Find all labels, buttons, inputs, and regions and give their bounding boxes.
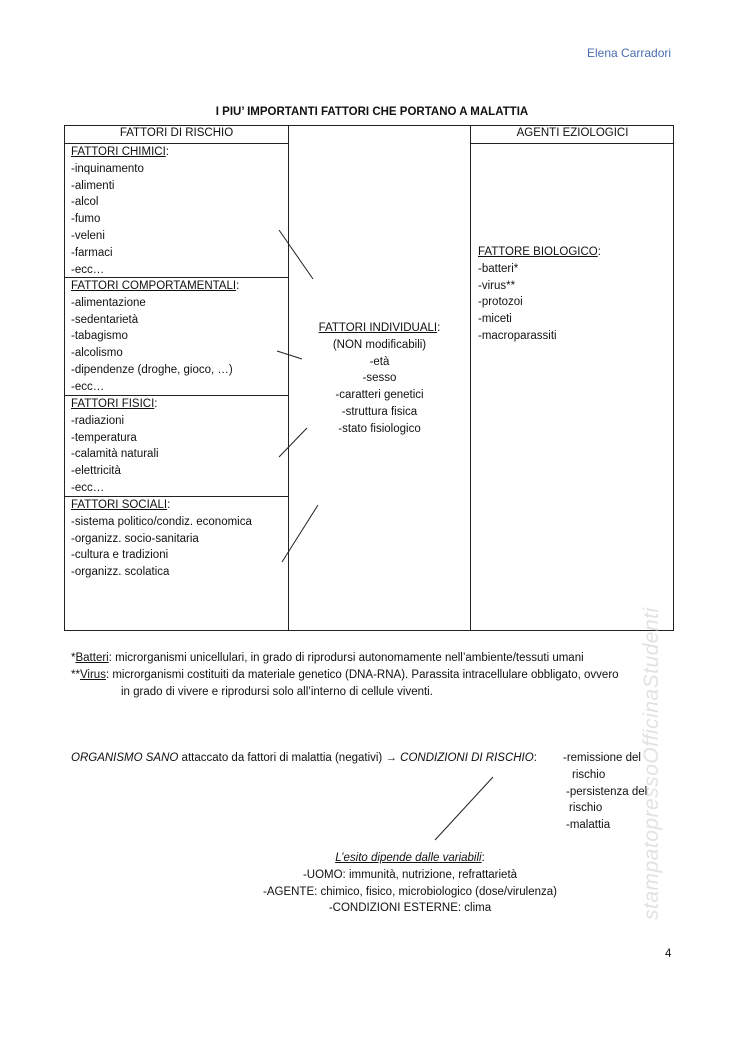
- individual-subtitle: (NON modificabili): [332, 338, 427, 351]
- physical-factors-cell: FATTORI FISICI: -radiazioni -temperatura -calamità naturali -elettricità -ecc…: [71, 396, 159, 497]
- list-item: -fumo: [71, 213, 101, 226]
- list-item: -organizz. scolatica: [71, 566, 170, 579]
- outcome-title: L’esito dipende dalle variabili: [335, 852, 482, 864]
- footnotes: [71, 650, 619, 700]
- connector-line: [435, 777, 493, 840]
- connector-line: [279, 428, 307, 457]
- footnote-virus: **Virus: microrganismi costituiti da materiale genetico (DNA-RNA). Parassita intracellulare obbligato, ovvero: [71, 668, 619, 681]
- arrow-icon: →: [385, 752, 397, 764]
- list-item: -batteri*: [478, 262, 519, 275]
- list-item: -sesso: [362, 372, 397, 385]
- list-item: -macroparassiti: [478, 329, 557, 342]
- list-item: -calamità naturali: [71, 448, 159, 461]
- list-item: -stato fisiologico: [338, 422, 421, 435]
- outcome-line: -UOMO: immunità, nutrizione, refrattarietà: [302, 868, 518, 881]
- risk-conditions-label: CONDIZIONI DI RISCHIO: [400, 752, 534, 764]
- list-item: -sistema politico/condiz. economica: [71, 515, 252, 528]
- biological-factor-cell: FATTORE BIOLOGICO: -batteri* -virus** -protozoi -miceti -macroparassiti: [478, 244, 601, 345]
- list-item: -alimentazione: [71, 296, 146, 309]
- group-title: FATTORI INDIVIDUALI: [318, 322, 438, 334]
- list-item: -remissione del: [563, 752, 641, 764]
- organism-sentence: ORGANISMO SANO attaccato da fattori di malattia (negativi) → CONDIZIONI DI RISCHIO:: [71, 752, 537, 764]
- list-item: -veleni: [71, 229, 105, 242]
- list-item: -protozoi: [478, 296, 523, 309]
- list-item: -farmaci: [71, 246, 113, 259]
- risk-conditions-list: [563, 750, 647, 834]
- list-item: -caratteri genetici: [335, 389, 424, 402]
- group-title: FATTORE BIOLOGICO: [478, 246, 598, 258]
- social-factors-cell: FATTORI SOCIALI: -sistema politico/condiz. economica -organizz. socio-sanitaria -cultura e tradizioni -organizz. scolatica: [71, 497, 252, 581]
- list-item: -tabagismo: [71, 330, 128, 343]
- watermark: stampatopressoOfficinaStudenti: [640, 607, 663, 920]
- list-item: -malattia: [566, 819, 611, 832]
- individual-factors-cell: FATTORI INDIVIDUALI: (NON modificabili) -età -sesso -caratteri genetici -struttura fisica -stato fisiologico: [289, 320, 470, 438]
- author-name: Elena Carradori: [587, 46, 672, 60]
- list-item: rischio: [572, 768, 606, 781]
- etiological-agents-header: AGENTI EZIOLOGICI: [516, 127, 629, 139]
- list-item: -alimenti: [71, 179, 115, 192]
- outcome-section: L’esito dipende dalle variabili: -UOMO: immunità, nutrizione, refrattarietà -AGENTE: chimico, fisico, microbiologico (dose/virulenza) -CONDIZIONI ESTERNE: clima: [0, 850, 744, 917]
- page-title: I PIU’ IMPORTANTI FATTORI CHE PORTANO A MALATTIA: [215, 106, 529, 118]
- list-item: -età: [369, 355, 390, 368]
- footnote-bacteria: *Batteri: microrganismi unicellulari, in grado di riprodursi autonomamente nell’ambiente/tessuti umani: [71, 652, 584, 664]
- list-item: -miceti: [478, 313, 512, 326]
- list-item: -radiazioni: [71, 414, 125, 427]
- list-item: -cultura e tradizioni: [71, 549, 169, 562]
- list-item: -alcolismo: [71, 347, 123, 360]
- behavioral-factors-cell: FATTORI COMPORTAMENTALI: -alimentazione -sedentarietà -tabagismo -alcolismo -dipendenze (droghe, gioco, …) -ecc…: [71, 278, 239, 396]
- list-item: -sedentarietà: [71, 313, 139, 326]
- list-item: -struttura fisica: [341, 405, 418, 418]
- list-item: -temperatura: [71, 431, 137, 444]
- list-item: -ecc…: [71, 380, 105, 393]
- list-item: -elettricità: [71, 465, 121, 478]
- list-item: -virus**: [478, 279, 516, 292]
- footnote-virus-continued: in grado di vivere e riprodursi solo all’interno di cellule viventi.: [121, 685, 433, 698]
- list-item: -ecc…: [71, 263, 105, 276]
- list-item: -organizz. socio-sanitaria: [71, 532, 199, 545]
- organism-subject: ORGANISMO SANO: [71, 752, 179, 764]
- risk-factors-header: FATTORI DI RISCHIO: [119, 127, 234, 139]
- list-item: -alcol: [71, 196, 99, 209]
- list-item: -persistenza del: [566, 785, 648, 798]
- list-item: -inquinamento: [71, 162, 144, 175]
- connector-line: [282, 505, 318, 562]
- connector-line: [277, 351, 302, 359]
- chemical-factors-cell: FATTORI CHIMICI: -inquinamento -alimenti -alcol -fumo -veleni -farmaci -ecc…: [71, 144, 169, 278]
- group-title: FATTORI COMPORTAMENTALI: [71, 280, 237, 292]
- connector-line: [279, 230, 313, 279]
- list-item: rischio: [569, 802, 603, 815]
- page-number: 4: [665, 948, 672, 960]
- list-item: -ecc…: [71, 481, 105, 494]
- outcome-line: -CONDIZIONI ESTERNE: clima: [328, 902, 492, 915]
- outcome-line: -AGENTE: chimico, fisico, microbiologico (dose/virulenza): [263, 885, 557, 898]
- group-title: FATTORI FISICI: [71, 398, 155, 410]
- group-title: FATTORI SOCIALI: [71, 499, 168, 511]
- list-item: -dipendenze (droghe, gioco, …): [71, 363, 233, 376]
- group-title: FATTORI CHIMICI: [71, 146, 166, 158]
